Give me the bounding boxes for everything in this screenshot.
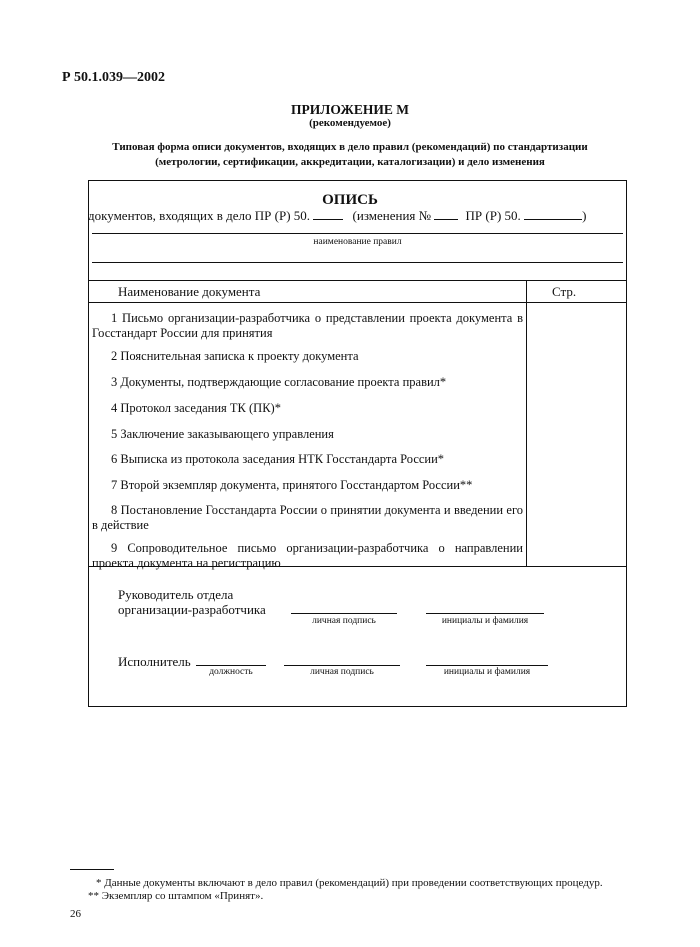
head-initials-caption: инициалы и фамилия (441, 616, 529, 626)
list-item-1: 1 Письмо организации-разработчика о представлении проекта документа в Госстандарт России для принятия (92, 311, 524, 340)
rules-number-blank (313, 207, 343, 220)
list-item-7: 7 Второй экземпляр документа, принятого Госстандартом России** (111, 478, 473, 492)
rules-name-line (92, 233, 623, 234)
column-header-page: Стр. (552, 284, 577, 299)
executor-position-line (196, 665, 266, 666)
executor-initials-line (426, 665, 548, 666)
opis-line (88, 207, 629, 224)
amendment-number-blank (434, 207, 458, 220)
head-initials-line (426, 613, 544, 614)
head-signature-line (291, 613, 397, 614)
table-header-border (88, 302, 627, 303)
list-item-6: 6 Выписка из протокола заседания НТК Госстандарта России* (111, 452, 445, 466)
executor-signature-caption: личная подпись (310, 667, 374, 677)
document-code: Р 50.1.039—2002 (62, 70, 166, 85)
list-item-5: 5 Заключение заказывающего управления (111, 427, 334, 441)
table-column-divider (526, 280, 527, 566)
head-signature-caption: личная подпись (312, 616, 376, 626)
page-number: 26 (70, 908, 81, 920)
opis-line-end: ) (582, 208, 587, 223)
executor-label: Исполнитель (118, 654, 191, 669)
appendix-title: ПРИЛОЖЕНИЕ М (291, 102, 409, 117)
table-top-border (88, 280, 627, 281)
list-item-9: 9 Сопроводительное письмо организации-разработчика о направлении проекта документа на регистрацию (92, 541, 523, 570)
opis-line-part-3: ПР (Р) 50. (465, 208, 521, 223)
opis-line-part-2: (изменения № (352, 208, 432, 223)
list-item-4: 4 Протокол заседания ТК (ПК)* (111, 401, 281, 415)
footnote-separator (70, 869, 114, 870)
form-title-line-1: Типовая форма описи документов, входящих в дело правил (рекомендаций) по стандартизации (112, 141, 588, 153)
opis-line-part-1: документов, входящих в дело ПР (Р) 50. (88, 208, 311, 223)
executor-position-caption: должность (209, 667, 253, 677)
form-title-line-2: (метрологии, сертификации, аккредитации, каталогизации) и дело изменения (155, 156, 545, 168)
column-header-document-name: Наименование документа (118, 284, 261, 299)
list-item-2: 2 Пояснительная записка к проекту документа (111, 349, 359, 363)
table-bottom-border (88, 566, 627, 567)
rules-number-blank-2 (524, 207, 582, 220)
form-frame (88, 180, 627, 707)
footnote-1: * Данные документы включают в дело правил (рекомендаций) при проведении соответствующих процедур. (96, 877, 603, 889)
list-item-3: 3 Документы, подтверждающие согласование проекта правил* (111, 375, 447, 389)
executor-signature-line (284, 665, 400, 666)
appendix-subtitle: (рекомендуемое) (309, 117, 391, 129)
form-title (0, 140, 700, 170)
opis-heading: ОПИСЬ (322, 192, 378, 208)
rules-name-line-2 (92, 262, 623, 263)
executor-initials-caption: инициалы и фамилия (443, 667, 531, 677)
rules-name-caption: наименование правил (313, 237, 402, 247)
head-of-department-label: Руководитель отдела организации-разработчика (118, 587, 266, 617)
footnote-2: ** Экземпляр со штампом «Принят». (88, 890, 264, 902)
list-item-8: 8 Постановление Госстандарта России о принятии документа и введении его в действие (92, 503, 524, 532)
